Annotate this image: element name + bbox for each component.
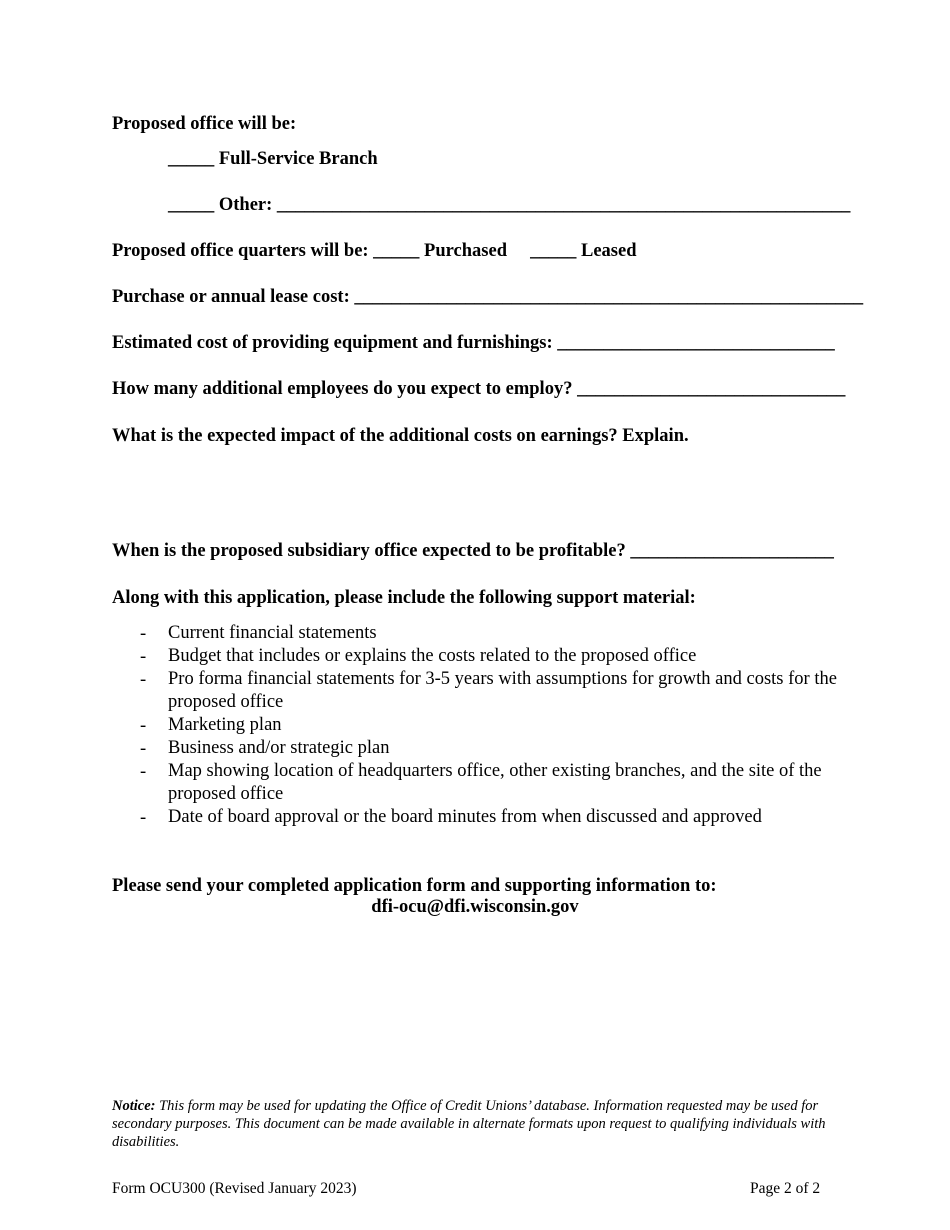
list-bullet: - — [140, 716, 147, 736]
earnings-impact-question: What is the expected impact of the additional costs on earnings? Explain. — [112, 426, 689, 446]
list-bullet: - — [140, 739, 147, 759]
list-item: Marketing plan — [168, 715, 282, 735]
list-item: Budget that includes or explains the costs related to the proposed office — [168, 646, 697, 666]
list-bullet: - — [140, 808, 147, 828]
privacy-notice — [112, 1097, 842, 1151]
equipment-cost-line[interactable]: Estimated cost of providing equipment and furnishings: ______________________________ — [112, 333, 835, 353]
list-item: Current financial statements — [168, 623, 377, 643]
profitability-line[interactable]: When is the proposed subsidiary office expected to be profitable? ______________________ — [112, 541, 834, 561]
list-item: Business and/or strategic plan — [168, 738, 390, 758]
option-other[interactable]: _____ Other: ______________________________________________________________ — [168, 195, 851, 215]
notice-text: This form may be used for updating the Office of Credit Unions’ database. Information requested may be used for secondary purposes. This document can be made available in alternate formats upon request to qualifying individuals with disabilities. — [112, 1098, 826, 1150]
submission-instruction: Please send your completed application form and supporting information to: — [112, 876, 717, 896]
list-item: Date of board approval or the board minutes from when discussed and approved — [168, 807, 762, 827]
notice-label: Notice: — [112, 1098, 156, 1114]
office-type-heading: Proposed office will be: — [112, 114, 297, 134]
option-full-service-branch[interactable]: _____ Full-Service Branch — [168, 149, 378, 169]
office-quarters-line[interactable]: Proposed office quarters will be: _____ Purchased _____ Leased — [112, 241, 637, 261]
list-item: Map showing location of headquarters office, other existing branches, and the site of the proposed office — [168, 761, 822, 804]
page-number: Page 2 of 2 — [750, 1180, 821, 1197]
additional-employees-line[interactable]: How many additional employees do you expect to employ? _____________________________ — [112, 379, 846, 399]
form-identifier: Form OCU300 (Revised January 2023) — [112, 1180, 357, 1197]
list-bullet: - — [140, 647, 147, 667]
submission-email-link[interactable]: dfi-ocu@dfi.wisconsin.gov — [371, 897, 579, 917]
list-bullet: - — [140, 762, 147, 782]
list-bullet: - — [140, 624, 147, 644]
support-material-heading: Along with this application, please include the following support material: — [112, 588, 696, 608]
lease-cost-line[interactable]: Purchase or annual lease cost: _______________________________________________________ — [112, 287, 864, 307]
list-item: Pro forma financial statements for 3-5 years with assumptions for growth and costs for the proposed office — [168, 669, 837, 712]
list-bullet: - — [140, 670, 147, 690]
